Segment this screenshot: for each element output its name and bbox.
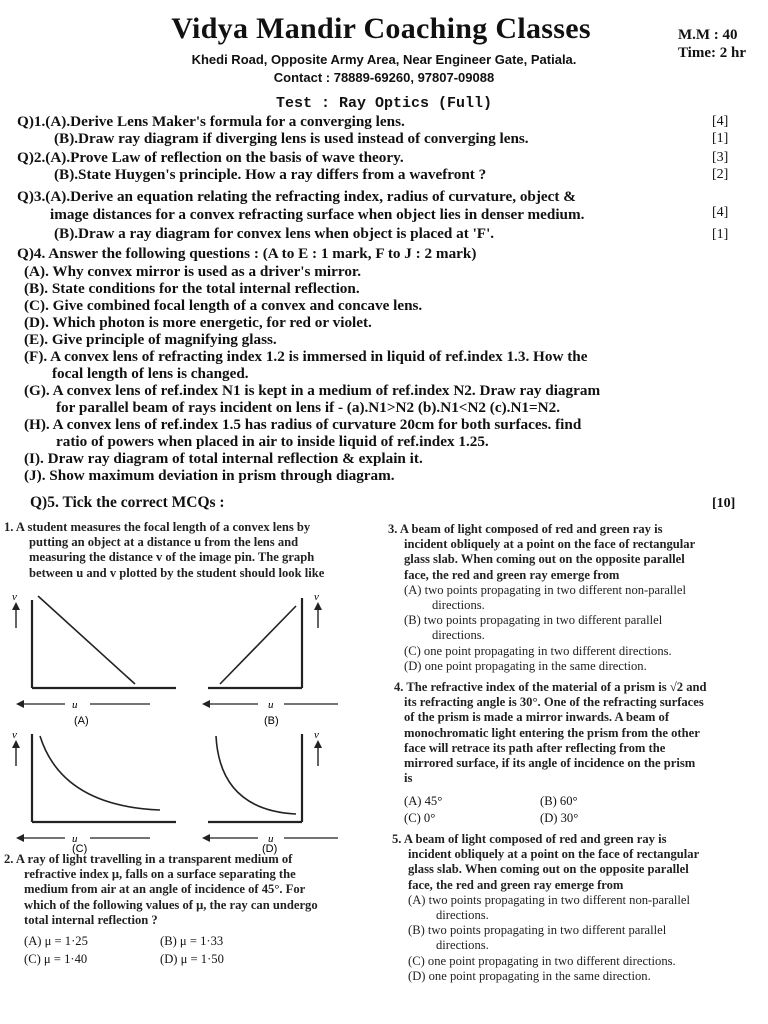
u-arrowhead-left [202, 700, 210, 708]
max-marks: M.M : 40 [677, 27, 738, 43]
mcq5-option-b-cont: directions. [436, 938, 489, 953]
q4-g: (G). A convex lens of ref.index N1 is kept in a medium of ref.index N2. Draw ray diagram [24, 382, 601, 399]
mcq5-line: 5. A beam of light composed of red and green ray is [392, 832, 667, 846]
mcq4-text [394, 680, 758, 786]
curve [38, 596, 135, 684]
mcq5-line: incident obliquely at a point on the face of rectangular [408, 847, 700, 862]
v-arrowhead [314, 740, 322, 748]
mcq4-line: face will retrace its path after reflecting from the [404, 740, 666, 755]
graph-label: (A) [74, 715, 89, 727]
q4-j: (J). Show maximum deviation in prism through diagram. [24, 467, 395, 484]
q4-heading: Q)4. Answer the following questions : (A to E : 1 mark, F to J : 2 mark) [17, 245, 477, 262]
q4-h: (H). A convex lens of ref.index 1.5 has radius of curvature 20cm for both surfaces. find [24, 416, 582, 433]
q1a: Q)1.(A).Derive Lens Maker's formula for a converging lens. [17, 113, 405, 130]
mcq3-line: incident obliquely at a point on the face of rectangular [404, 537, 696, 552]
mcq2-option-c[interactable]: (C) μ = 1·40 [24, 952, 88, 966]
mcq3-line: face, the red and green ray emerge from [404, 567, 620, 582]
q4-g-cont: for parallel beam of rays incident on lens if - (a).N1>N2 (b).N1<N2 (c).N1=N2. [56, 399, 561, 416]
mcq4-option-b[interactable]: (B) 60° [540, 794, 578, 808]
mcq4-line: mirrored surface, if its angle of incidence on the prism [404, 756, 696, 771]
u-arrowhead-left [16, 834, 24, 842]
q2a-mark: [3] [712, 150, 729, 165]
mcq5-option-d[interactable]: (D) one point propagating in the same direction. [408, 968, 651, 983]
axis-v-label: v [314, 729, 319, 741]
graph-label: (C) [72, 843, 88, 855]
mcq1-line: 1. A student measures the focal length of a convex lens by [4, 520, 311, 534]
q3a: Q)3.(A).Derive an equation relating the refracting index, radius of curvature, object & [17, 188, 576, 205]
mcq5-text [392, 832, 758, 984]
mcq3-line: 3. A beam of light composed of red and green ray is [388, 522, 663, 536]
mcq3-option-c[interactable]: (C) one point propagating in two different directions. [404, 643, 672, 658]
mcq2-option-a[interactable]: (A) μ = 1·25 [24, 934, 88, 948]
v-arrowhead [12, 740, 20, 748]
mcq2-line: medium from air at an angle of incidence of 45°. For [24, 882, 306, 897]
q2b-mark: [2] [712, 167, 729, 182]
mcq4-option-c[interactable]: (C) 0° [404, 811, 436, 825]
q4-f-cont: focal length of lens is changed. [52, 365, 249, 382]
v-arrowhead [314, 602, 322, 610]
mcq3-option-a-cont: directions. [432, 598, 485, 613]
q3a-mark: [4] [712, 205, 729, 220]
curve [216, 736, 296, 814]
mcq2-line: refractive index μ, falls on a surface separating the [24, 867, 296, 882]
mcq5-option-a[interactable]: (A) two points propagating in two different non-parallel [408, 892, 691, 907]
u-arrowhead-left [202, 834, 210, 842]
mcq4-option-d[interactable]: (D) 30° [540, 811, 579, 825]
mcq5-option-b[interactable]: (B) two points propagating in two different parallel [408, 923, 667, 938]
contact: Contact : 78889-69260, 97807-09088 [273, 70, 495, 85]
mcq3-option-b[interactable]: (B) two points propagating in two different parallel [404, 613, 663, 628]
mcq5-line: face, the red and green ray emerge from [408, 877, 624, 892]
q3b: (B).Draw a ray diagram for convex lens when object is placed at 'F'. [54, 225, 495, 242]
q4-b: (B). State conditions for the total internal reflection. [24, 280, 360, 297]
u-arrowhead-left [16, 700, 24, 708]
mcq4-line: its refracting angle is 30°. One of the refracting surfaces [404, 695, 704, 710]
q3b-mark: [1] [712, 227, 729, 242]
graph-b [198, 588, 368, 727]
q3a-cont: image distances for a convex refracting surface when object lies in denser medium. [50, 206, 585, 223]
q2b: (B).State Huygen's principle. How a ray differs from a wavefront ? [54, 166, 487, 183]
mcq5-option-a-cont: directions. [436, 908, 489, 923]
axis-v-label: v [12, 729, 17, 741]
axis-v-label: v [314, 591, 319, 603]
curve [220, 606, 296, 684]
mcq1-line: between u and v plotted by the student should look like [29, 565, 325, 580]
mcq3-option-b-cont: directions. [432, 628, 485, 643]
mcq5-line: glass slab. When coming out on the opposite parallel [408, 862, 689, 877]
mcq4-line: of the prism is made a mirror inwards. A beam of [404, 710, 670, 725]
q4-f: (F). A convex lens of refracting index 1.2 is immersed in liquid of ref.index 1.3. How the [24, 348, 588, 365]
q4-h-cont: ratio of powers when placed in air to inside liquid of ref.index 1.25. [56, 433, 489, 450]
v-arrowhead [12, 602, 20, 610]
mcq2-line: total internal reflection ? [24, 912, 158, 927]
q4-c: (C). Give combined focal length of a convex and concave lens. [24, 297, 423, 314]
curve [40, 736, 160, 810]
mcq4-line: monochromatic light entering the prism from the other [404, 725, 700, 740]
mcq3-text [388, 522, 758, 674]
q4-a: (A). Why convex mirror is used as a driver's mirror. [24, 263, 362, 280]
mcq5-option-c[interactable]: (C) one point propagating in two different directions. [408, 953, 676, 968]
q5-heading: Q)5. Tick the correct MCQs : [30, 494, 225, 511]
test-name: Test : Ray Optics (Full) [275, 95, 493, 112]
graph-d [198, 726, 368, 856]
axis-u-label: u [72, 699, 78, 711]
q5-mark: [10] [712, 496, 736, 511]
mcq4-option-a[interactable]: (A) 45° [404, 794, 443, 808]
mcq3-option-d[interactable]: (D) one point propagating in the same direction. [404, 658, 647, 673]
q1b-mark: [1] [712, 131, 729, 146]
address: Khedi Road, Opposite Army Area, Near Engineer Gate, Patiala. [191, 52, 577, 67]
q2a: Q)2.(A).Prove Law of reflection on the basis of wave theory. [17, 149, 404, 166]
mcq2-text [4, 852, 374, 928]
axis-u-label: u [72, 833, 78, 845]
q4-i: (I). Draw ray diagram of total internal reflection & explain it. [24, 450, 423, 467]
mcq4-line: 4. The refractive index of the material of a prism is √2 and [394, 680, 707, 694]
q4-e: (E). Give principle of magnifying glass. [24, 331, 277, 348]
page-title: Vidya Mandir Coaching Classes [171, 12, 591, 45]
graph-label: (B) [264, 715, 279, 727]
axis-u-label: u [268, 699, 274, 711]
axis-v-label: v [12, 591, 17, 603]
mcq1-line: measuring the distance v of the image pin. The graph [29, 550, 315, 565]
mcq2-line: 2. A ray of light travelling in a transparent medium of [4, 852, 293, 866]
mcq3-line: glass slab. When coming out on the opposite parallel [404, 552, 685, 567]
mcq3-option-a[interactable]: (A) two points propagating in two different non-parallel [404, 582, 687, 597]
mcq1-text [4, 520, 374, 581]
time-allowed: Time: 2 hr [677, 45, 746, 61]
graph-a [10, 588, 180, 727]
graph-label: (D) [262, 843, 278, 855]
graph-c [10, 726, 180, 856]
q1a-mark: [4] [712, 114, 729, 129]
mcq2-option-d[interactable]: (D) μ = 1·50 [160, 952, 224, 966]
q4-d: (D). Which photon is more energetic, for red or violet. [24, 314, 372, 331]
mcq2-option-b[interactable]: (B) μ = 1·33 [160, 934, 224, 948]
mcq4-line: is [404, 771, 413, 786]
mcq1-line: putting an object at a distance u from the lens and [29, 535, 299, 550]
axis-u-label: u [268, 833, 274, 845]
mcq2-line: which of the following values of μ, the ray can undergo [24, 897, 318, 912]
q1b: (B).Draw ray diagram if diverging lens is used instead of converging lens. [54, 130, 529, 147]
